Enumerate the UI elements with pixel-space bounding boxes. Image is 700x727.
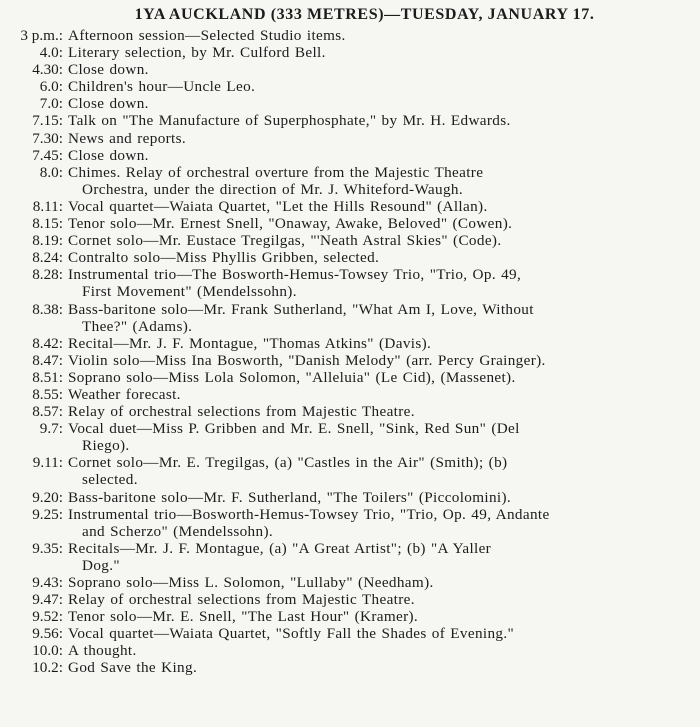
entry-description: [63, 215, 696, 232]
entry-time: 8.57:: [32, 403, 63, 421]
entry-description: [63, 301, 696, 335]
schedule-entry: [3, 61, 696, 78]
entry-line: Close down.: [68, 61, 149, 79]
entry-line: Close down.: [68, 146, 149, 164]
entry-time: 7.15:: [32, 112, 63, 130]
entry-continuation-line: Riego).: [82, 437, 130, 455]
entry-time: 8.28:: [32, 266, 63, 284]
entry-description: [63, 112, 696, 129]
entry-line: Instrumental trio—Bosworth-Hemus-Towsey Trio, "Trio, Op. 49, Andante: [68, 505, 550, 523]
entry-time: 9.56:: [32, 625, 63, 643]
entry-description: [63, 352, 696, 369]
entry-description: [63, 249, 696, 266]
entry-line: Vocal duet—Miss P. Gribben and Mr. E. Snell, "Sink, Red Sun" (Del: [68, 420, 520, 438]
entry-line: Contralto solo—Miss Phyllis Gribben, selected.: [68, 249, 380, 267]
schedule-entry: [3, 301, 696, 335]
schedule-entry: [3, 215, 696, 232]
entry-line: Children's hour—Uncle Leo.: [68, 78, 256, 96]
entry-line: Afternoon session—Selected Studio items.: [68, 27, 346, 44]
entry-time: 4.30:: [32, 61, 63, 79]
entry-description: [63, 386, 696, 403]
entry-description: [63, 591, 696, 608]
entry-description: [63, 454, 696, 488]
entry-description: [63, 61, 696, 78]
entry-line: Relay of orchestral selections from Majestic Theatre.: [68, 403, 415, 421]
entry-time: 8.47:: [32, 351, 63, 369]
entry-time: 8.19:: [32, 232, 63, 250]
schedule-entry: [3, 232, 696, 249]
entry-description: [63, 266, 696, 300]
entry-description: [63, 27, 696, 44]
entry-time: 10.2:: [32, 659, 63, 677]
entry-time: 7.0:: [39, 95, 63, 113]
schedule-entry: [3, 266, 696, 300]
entry-line: News and reports.: [68, 129, 187, 147]
entry-time: 8.55:: [32, 385, 63, 403]
schedule-entry: [3, 198, 696, 215]
entry-continuation-line: Thee?" (Adams).: [82, 317, 193, 335]
schedule-entry: [3, 608, 696, 625]
entry-description: [63, 369, 696, 386]
entry-description: [63, 506, 696, 540]
schedule-entry: [3, 369, 696, 386]
entry-description: [63, 95, 696, 112]
entry-line: Recitals—Mr. J. F. Montague, (a) "A Great Artist"; (b) "A Yaller: [68, 539, 492, 557]
entry-description: [63, 403, 696, 420]
schedule-entry: [3, 249, 696, 266]
schedule-entry: [3, 44, 696, 61]
entry-description: [63, 164, 696, 198]
entry-line: Soprano solo—Miss Lola Solomon, "Alleluia" (Le Cid), (Massenet).: [68, 368, 516, 386]
entry-continuation-line: Dog.": [82, 556, 120, 574]
entry-time: 10.0:: [32, 642, 63, 660]
entry-line: A thought.: [68, 642, 137, 660]
entry-line: Vocal quartet—Waiata Quartet, "Let the Hills Resound" (Allan).: [68, 197, 488, 215]
entry-continuation-line: First Movement" (Mendelssohn).: [82, 283, 297, 301]
entry-time: 8.0:: [39, 163, 63, 181]
schedule-entry: [3, 95, 696, 112]
entry-time: 9.11:: [32, 454, 63, 472]
schedule-entry: [3, 112, 696, 129]
entry-time: 8.42:: [32, 334, 63, 352]
entry-time: 9.52:: [32, 608, 63, 626]
schedule-entry: [3, 540, 696, 574]
entry-description: [63, 489, 696, 506]
entry-line: Bass-baritone solo—Mr. Frank Sutherland, "What Am I, Love, Without: [68, 300, 534, 318]
entry-description: [63, 44, 696, 61]
schedule-entry: [3, 147, 696, 164]
entry-description: [63, 78, 696, 95]
entry-line: Tenor solo—Mr. E. Snell, "The Last Hour" (Kramer).: [68, 608, 419, 626]
entry-time: 8.24:: [32, 249, 63, 267]
schedule-entry: [3, 27, 696, 44]
entry-time: 9.47:: [32, 591, 63, 609]
entry-continuation-line: and Scherzo" (Mendelssohn).: [82, 522, 273, 540]
entry-line: Recital—Mr. J. F. Montague, "Thomas Atkins" (Davis).: [68, 334, 432, 352]
entry-line: Violin solo—Miss Ina Bosworth, "Danish Melody" (arr. Percy Grainger).: [68, 351, 546, 369]
entry-time: 9.43:: [32, 574, 63, 591]
entry-description: [63, 147, 696, 164]
entry-line: Soprano solo—Miss L. Solomon, "Lullaby" (Needham).: [68, 574, 434, 591]
entry-description: [63, 335, 696, 352]
entry-line: Bass-baritone solo—Mr. F. Sutherland, "The Toilers" (Piccolomini).: [68, 488, 512, 506]
schedule-entry: [3, 386, 696, 403]
entry-line: Cornet solo—Mr. Eustace Tregilgas, "'Neath Astral Skies" (Code).: [68, 232, 502, 250]
entry-description: [63, 642, 696, 659]
entry-description: [63, 420, 696, 454]
entry-line: Tenor solo—Mr. Ernest Snell, "Onaway, Awake, Beloved" (Cowen).: [68, 215, 513, 233]
entry-description: [63, 540, 696, 574]
schedule-entry: [3, 574, 696, 591]
schedule-entry: [3, 489, 696, 506]
schedule-entry: [3, 78, 696, 95]
schedule-entry: [3, 335, 696, 352]
schedule-entry: [3, 506, 696, 540]
entry-time: 6.0:: [39, 78, 63, 96]
entry-description: [63, 198, 696, 215]
entry-description: [63, 625, 696, 642]
entry-line: Instrumental trio—The Bosworth-Hemus-Towsey Trio, "Trio, Op. 49,: [68, 266, 522, 284]
entry-description: [63, 659, 696, 676]
entry-time: 9.20:: [32, 488, 63, 506]
entry-time: 4.0:: [39, 44, 63, 62]
entry-line: Chimes. Relay of orchestral overture from the Majestic Theatre: [68, 163, 484, 181]
schedule-entry: [3, 642, 696, 659]
schedule-entry: [3, 420, 696, 454]
schedule-entry: [3, 352, 696, 369]
entry-time: 7.30:: [32, 129, 63, 147]
schedule-entry: [3, 591, 696, 608]
entry-line: Literary selection, by Mr. Culford Bell.: [68, 44, 326, 62]
entry-time: 9.25:: [32, 505, 63, 523]
entry-continuation-line: Orchestra, under the direction of Mr. J. Whiteford-Waugh.: [82, 180, 463, 198]
entry-description: [63, 130, 696, 147]
page-title: 1YA AUCKLAND (333 METRES)—TUESDAY, JANUARY 17.: [134, 6, 595, 23]
schedule-entry: [3, 454, 696, 488]
entry-line: Relay of orchestral selections from Majestic Theatre.: [68, 591, 415, 609]
schedule-entry: [3, 130, 696, 147]
entry-time: 3 p.m.:: [20, 27, 63, 44]
entry-time: 8.51:: [32, 368, 63, 386]
entry-time: 8.11:: [32, 197, 63, 215]
entry-continuation-line: selected.: [82, 471, 138, 489]
schedule-entry: [3, 403, 696, 420]
entry-line: God Save the King.: [68, 659, 198, 677]
entry-description: [63, 608, 696, 625]
entry-time: 9.7:: [39, 420, 63, 438]
entry-line: Close down.: [68, 95, 149, 113]
entry-description: [63, 232, 696, 249]
entry-line: Cornet solo—Mr. E. Tregilgas, (a) "Castles in the Air" (Smith); (b): [68, 454, 508, 472]
entry-time: 8.38:: [32, 300, 63, 318]
schedule-entry: [3, 625, 696, 642]
entry-line: Vocal quartet—Waiata Quartet, "Softly Fall the Shades of Evening.": [68, 625, 515, 643]
schedule-entry: [3, 164, 696, 198]
entry-time: 9.35:: [32, 539, 63, 557]
entry-time: 7.45:: [32, 146, 63, 164]
entry-line: Weather forecast.: [68, 385, 181, 403]
entry-line: Talk on "The Manufacture of Superphosphate," by Mr. H. Edwards.: [68, 112, 511, 130]
entry-time: 8.15:: [32, 215, 63, 233]
schedule-list: [3, 27, 696, 677]
entry-description: [63, 574, 696, 591]
schedule-entry: [3, 659, 696, 676]
